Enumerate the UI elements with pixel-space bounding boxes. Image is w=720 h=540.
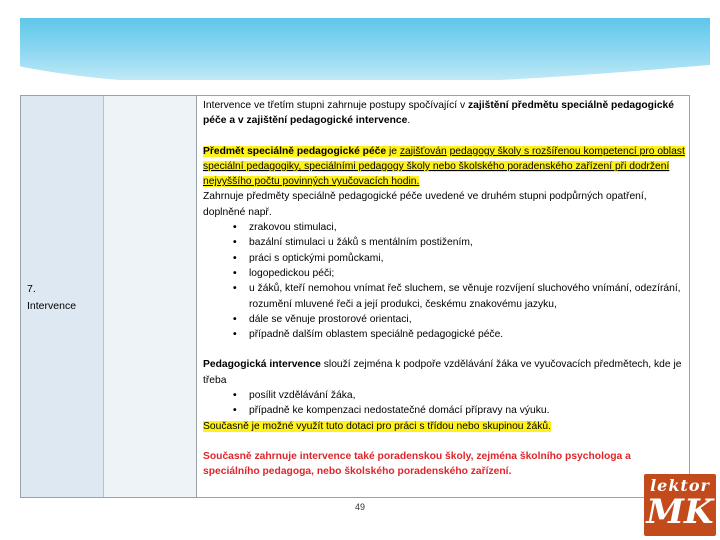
list-item: • práci s optickými pomůckami, — [233, 251, 687, 266]
highlighted-note-text: Současně je možné využít tuto dotaci pro práci s třídou nebo skupinou žáků. — [203, 420, 552, 432]
logo-line-2: MK — [646, 492, 714, 532]
subject-connector: je — [386, 145, 400, 157]
banner-wave-shape — [0, 0, 720, 100]
pedagogical-intervention-text: slouží zejména k podpoře vzdělávání žáka ve vyučovacích předmětech, kde je třeba — [203, 359, 682, 386]
intervention-purpose-list — [203, 388, 687, 419]
row-number: 7. — [27, 283, 36, 295]
list-item: • u žáků, kteří nemohou vnímat řeč sluchem, se věnuje rozvíjení sluchového vnímání, odezírání, rozumění mluvené řeči a její produkci, českému znakovému jazyku, — [233, 281, 687, 312]
list-item: • dále se věnuje prostorové orientaci, — [233, 312, 687, 327]
list-item: • logopedickou péči; — [233, 266, 687, 281]
list-item: • zrakovou stimulaci, — [233, 220, 687, 235]
list-item: • případně dalším oblastem speciálně pedagogické péče. — [233, 327, 687, 342]
subject-bold: Předmět speciálně pedagogické péče — [203, 145, 387, 157]
intro-bold: zajištění předmětu speciálně pedagogické péče a v zajištění pedagogické intervence — [203, 100, 675, 127]
intro-paragraph — [203, 98, 687, 129]
includes-paragraph: Zahrnuje předměty speciálně pedagogické péče uvedené ve druhém stupni podpůrných opatření, doplněné např. — [203, 191, 647, 218]
row-header — [27, 281, 76, 315]
list-item: • posílit vzdělávání žáka, — [233, 388, 687, 403]
list-item: • bazální stimulaci u žáků s mentálním postižením, — [233, 235, 687, 250]
highlighted-note — [203, 419, 687, 434]
page-number: 49 — [354, 502, 365, 512]
intro-text: Intervence ve třetím stupni zahrnuje postupy spočívající v — [203, 100, 468, 111]
row-number-column — [21, 96, 104, 497]
intervention-table — [20, 95, 690, 498]
list-item: • případně ke kompenzaci nedostatečné domácí přípravy na výuku. — [233, 403, 687, 418]
intervention-description — [203, 98, 687, 480]
intro-end: . — [407, 115, 411, 127]
empty-column — [104, 96, 197, 497]
logo-line-1: lektor — [650, 476, 710, 495]
counseling-note: Současně zahrnuje intervence také poradenskou školy, zejména školního psychologa a speciálního pedagoga, nebo školského poradenského zařízení. — [203, 450, 631, 478]
pedagogical-intervention-paragraph — [203, 357, 687, 388]
subject-underlined: zajišťován — [399, 145, 447, 157]
care-subjects-list — [203, 220, 687, 342]
lektor-mk-logo — [644, 474, 716, 536]
subject-detail: pedagogy školy s rozšířenou kompetencí pro oblast speciální pedagogiky, speciálními pedagogy školy nebo školského poradenského zařízení při dodržení nejvyššího počtu povinných vyučovacích hodin. — [203, 145, 685, 188]
subject-paragraph — [203, 144, 687, 190]
pedagogical-intervention-bold: Pedagogická intervence — [203, 359, 321, 371]
row-label: Intervence — [27, 300, 77, 312]
